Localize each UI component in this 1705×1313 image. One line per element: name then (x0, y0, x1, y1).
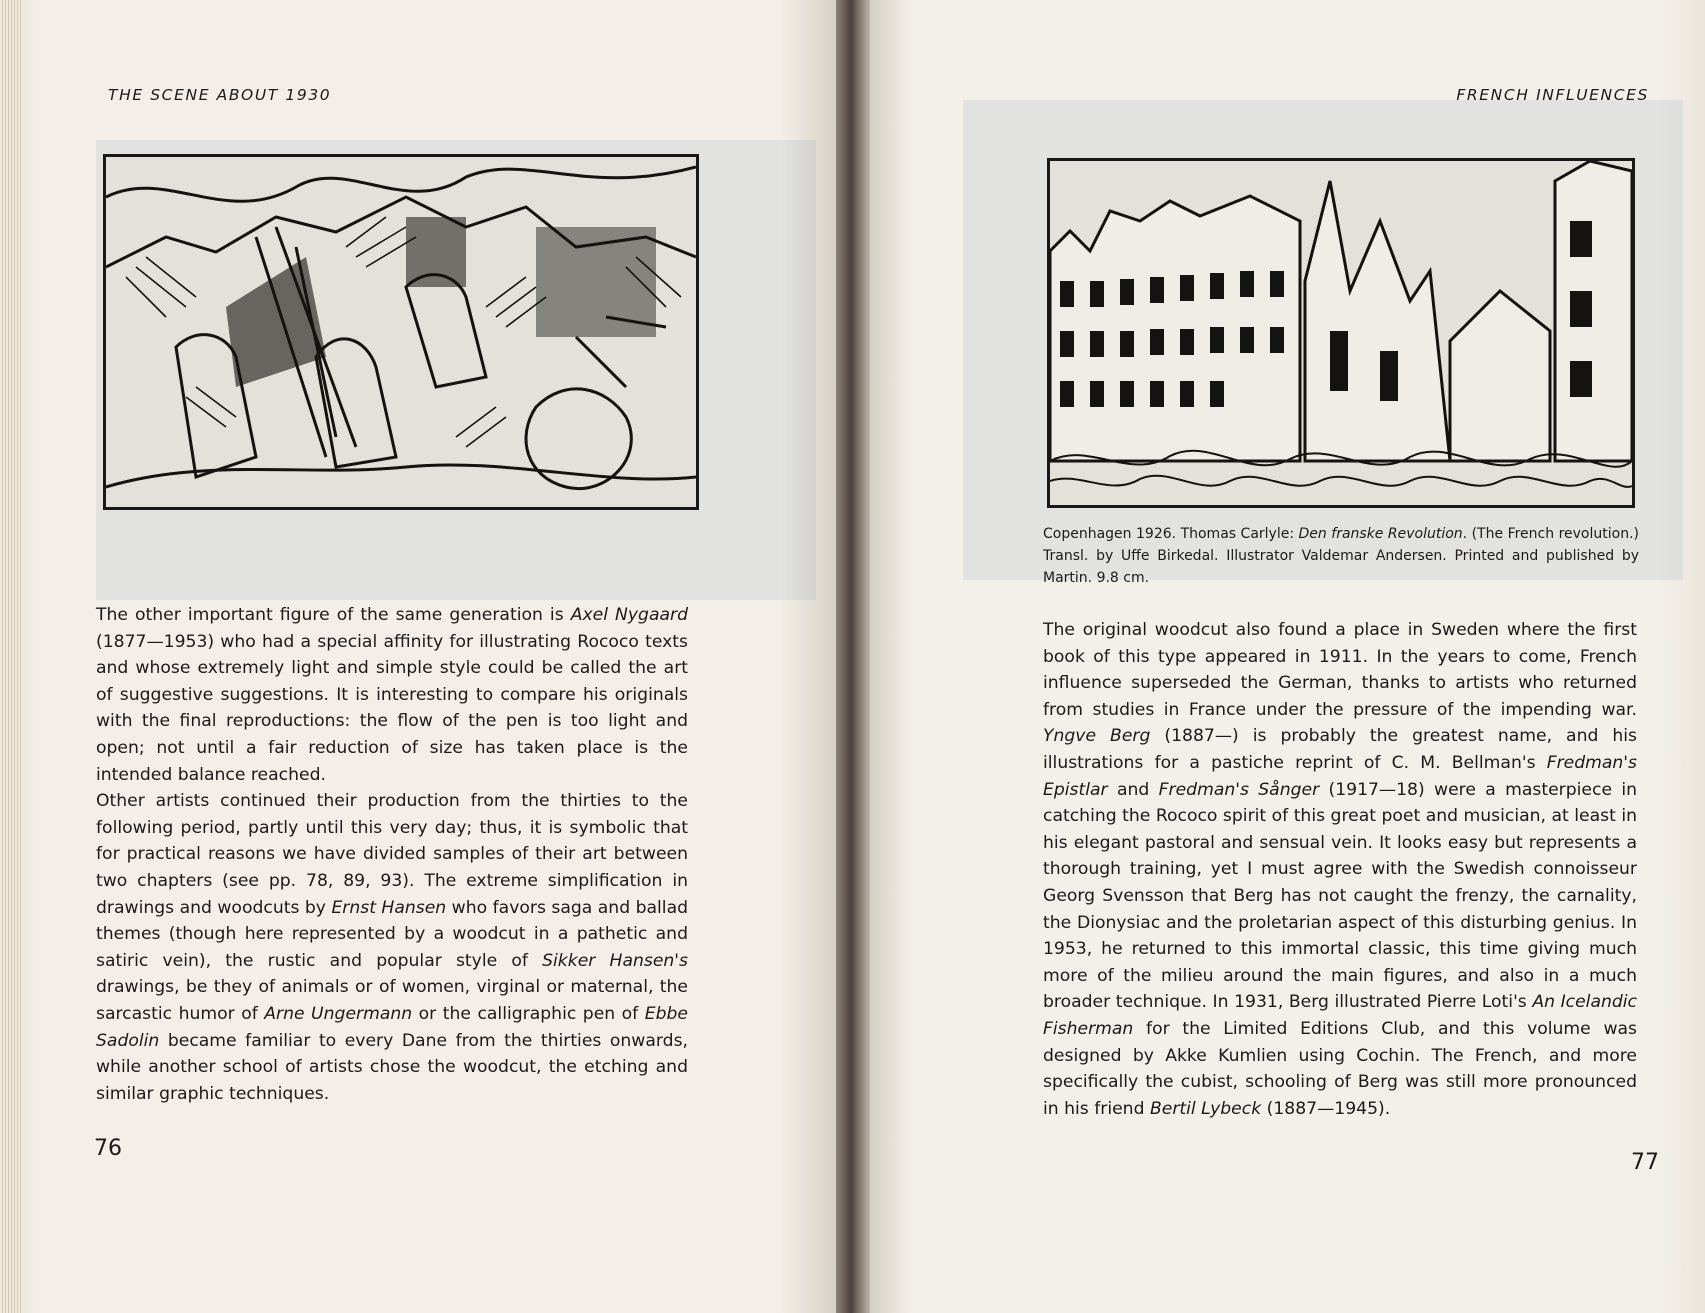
paragraph: The other important figure of the same generation is Axel Nygaard (1877—1953) who had a special affinity for illustrating Rococo texts and whose extremely light and simple style could be called the art of suggestive suggestions. It is interesting to compare his originals with the final reproductions: the flow of the pen is too light and open; not until a fair reduction of size has taken place is the intended balance reached. (96, 605, 688, 785)
book-gutter (836, 0, 870, 1313)
right-body-text (1043, 617, 1637, 1122)
italic-name: Fredman's Epistlar (1043, 752, 1637, 800)
italic-name: Yngve Berg (1043, 726, 1151, 747)
page-number-left: 76 (94, 1136, 122, 1161)
left-page (0, 0, 852, 1313)
page-number-right: 77 (1631, 1150, 1659, 1175)
figure-caption: Copenhagen 1926. Thomas Carlyle: Den franske Revolution. (The French revolution.) Transl. by Uffe Birkedal. Illustrator Valdemar Andersen. Printed and published by Martin. 9.8 cm. (1043, 526, 1639, 586)
italic-name: Axel Nygaard (570, 605, 688, 625)
paragraph: Other artists continued their production from the thirties to the following period, partly until this very day; thus, it is symbolic that for practical reasons we have divided samples of their art between two chapters (see pp. 78, 89, 93). The extreme simplification in drawings and woodcuts by Ernst Hansen who favors saga and ballad themes (though here represented by a woodcut in a pathetic and satiric vein), the rustic and popular style of Sikker Hansen's drawings, be they of animals or of women, virginal or maternal, the sarcastic humor of Arne Ungermann or the calligraphic pen of Ebbe Sadolin became familiar to every Dane from the thirties onwards, while another school of artists chose the woodcut, the etching and similar graphic techniques. (96, 791, 689, 1104)
left-body-text (96, 602, 688, 1107)
italic-name: An Icelandic Fisherman (1043, 992, 1638, 1039)
italic-name: Bertil Lybeck (1149, 1098, 1262, 1119)
right-page (853, 0, 1705, 1313)
italic-name: Ebbe Sadolin (96, 1003, 689, 1051)
running-head-right: FRENCH INFLUENCES (1456, 86, 1649, 104)
italic-name: Fredman's Sånger (1158, 779, 1320, 800)
italic-name: Ernst Hansen (331, 897, 447, 918)
paragraph: The original woodcut also found a place in Sweden where the first book of this type appeared in 1911. In the years to come, French influence superseded the German, thanks to artists who returned from studies in France under the pressure of the impending war. Yngve Berg (1887—) is probably the greatest name, and his illustrations for a pastiche reprint of C. M. Bellman's Fredman's Epistlar and Fredman's Sånger (1917—18) were a masterpiece in catching the Rococo spirit of this great poet and musician, at least in his elegant pastoral and sensual vein. It looks easy but represents a thorough training, yet I must agree with the Swedish connoisseur Georg Svensson that Berg has not caught the frenzy, the carnality, the Dionysiac and the proletarian aspect of this disturbing genius. In 1953, he returned to this immortal classic, this time giving much more of the milieu around the main figures, and also in a much broader technique. In 1931, Berg illustrated Pierre Loti's An Icelandic Fisherman for the Limited Editions Club, and this volume was designed by Akke Kumlien using Cochin. The French, and more specifically the cubist, schooling of Berg was still more pronounced in his friend Bertil Lybeck (1887—1945). (1043, 620, 1638, 1119)
battle-scene-woodcut-icon (103, 154, 699, 510)
italic-name: Sikker Hansen's (542, 950, 688, 971)
running-head-left: THE SCENE ABOUT 1930 (108, 86, 332, 104)
italic-name: Arne Ungermann (264, 1003, 413, 1024)
italic-name: Den franske Revolution (1298, 526, 1463, 542)
page-edges (0, 0, 22, 1313)
street-buildings-woodcut-icon (1047, 158, 1635, 508)
